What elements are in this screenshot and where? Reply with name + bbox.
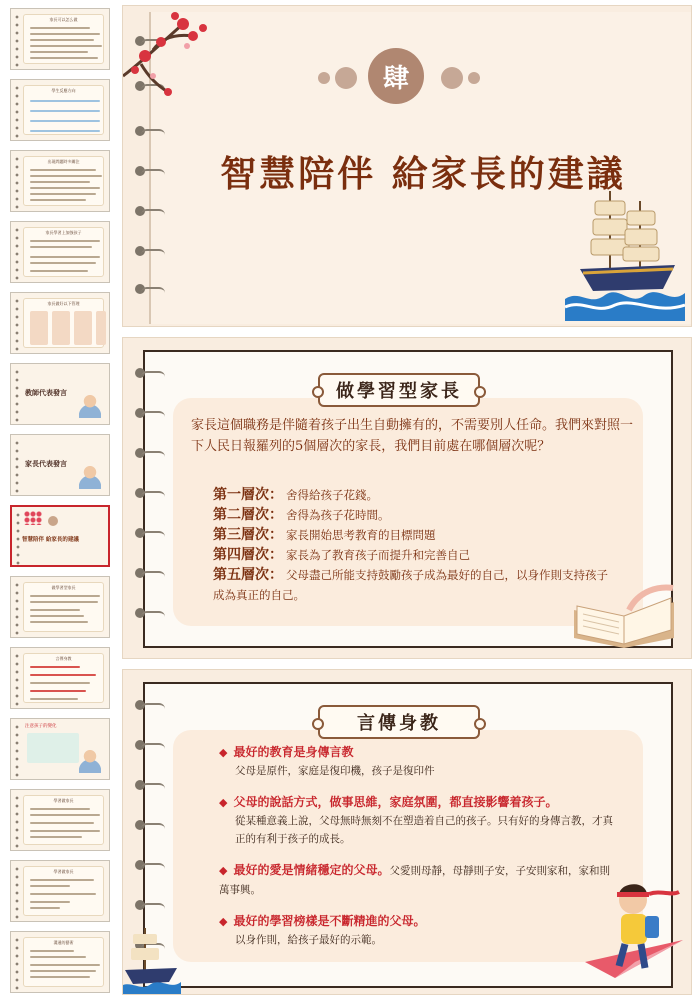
- decor-dot: [318, 72, 330, 84]
- thumbnail-13[interactable]: [10, 860, 110, 922]
- thumbnail-title: 智慧陪伴 給家長的建議: [22, 537, 79, 543]
- ring-binder-icon: [14, 439, 20, 493]
- slide-heading[interactable]: 言傳身教: [318, 705, 480, 739]
- bullet-item[interactable]: ◆ 最好的愛是情緒穩定的父母。父愛則母靜，母靜則子安，子安則家和，家和則萬事興。: [219, 863, 610, 896]
- plum-blossom-icon: [24, 511, 42, 525]
- thumbnail-title: 溝通的藝術: [53, 940, 74, 945]
- thumbnail-title: 出現問題時多關注: [47, 159, 80, 164]
- ring-binder-icon: [15, 511, 21, 565]
- thumbnail-4[interactable]: [10, 221, 110, 283]
- ring-binder-icon: [14, 794, 20, 848]
- thumbnail-3[interactable]: [10, 150, 110, 212]
- ring-icon: [135, 368, 165, 378]
- ring-binder-icon: [14, 581, 20, 635]
- thumbnail-12[interactable]: [10, 789, 110, 851]
- ring-binder-icon: [14, 723, 20, 777]
- ring-icon: [135, 900, 165, 910]
- ring-binder-icon: [14, 652, 20, 706]
- thumbnail-title: 學生反應方向: [51, 88, 76, 93]
- ring-icon: [135, 820, 165, 830]
- level-item[interactable]: 第一層次： 舍得給孩子花錢。: [213, 487, 378, 503]
- ring-binder-icon: [14, 297, 20, 351]
- ring-icon: [135, 448, 165, 458]
- ring-binder-icon: [14, 226, 20, 280]
- thumbnail-5[interactable]: [10, 292, 110, 354]
- ring-icon: [135, 860, 165, 870]
- decor-dot: [441, 67, 463, 89]
- slide-lead-by-example[interactable]: [122, 669, 692, 995]
- diamond-bullet-icon: ◆: [219, 796, 228, 809]
- ring-binder-icon: [14, 13, 20, 67]
- bullet-item[interactable]: ◆ 最好的教育是身傳言教 父母是原件，家庭是復印機，孩子是復印件: [219, 745, 435, 777]
- intro-paragraph[interactable]: 家長這個職務是伴隨着孩子出生自動擁有的，不需要別人任命。我們來對照一下人民日報羅列的5個層次的家長，我們目前處在哪個層次呢？: [191, 418, 634, 454]
- thumbnail-title: 家長可以怎么做: [49, 17, 78, 22]
- thumbnail-9[interactable]: [10, 576, 110, 638]
- parent-levels-list: [213, 485, 613, 605]
- slide-section-title[interactable]: [122, 5, 692, 327]
- ring-icon: [135, 700, 165, 710]
- sailing-ship-icon: [122, 924, 181, 994]
- thumbnail-2[interactable]: [10, 79, 110, 141]
- ring-icon: [135, 568, 165, 578]
- ring-binder-icon: [14, 368, 20, 422]
- diamond-bullet-icon: ◆: [219, 915, 228, 928]
- slide-thumbnail-panel: [0, 0, 118, 1000]
- bullet-list: [219, 743, 619, 962]
- level-item[interactable]: 第四層次： 家長為了教育孩子而提升和完善自己: [213, 547, 470, 563]
- ring-icon: [135, 740, 165, 750]
- ring-icon: [135, 284, 165, 294]
- section-badge-icon: [48, 516, 58, 526]
- section-number-badge: 肆: [368, 48, 424, 104]
- thumbnail-title: 家長代表發言: [25, 459, 67, 468]
- thumbnail-8-selected[interactable]: [10, 505, 110, 567]
- thumbnail-6[interactable]: [10, 363, 110, 425]
- slide-heading[interactable]: 做學習型家長: [318, 373, 480, 407]
- ring-icon: [135, 206, 165, 216]
- ring-binder-icon: [14, 865, 20, 919]
- ring-icon: [135, 166, 165, 176]
- ring-binder-icon: [14, 84, 20, 138]
- thumbnail-title: 注意孩子的變化: [25, 724, 57, 729]
- family-figure-icon: [79, 465, 101, 489]
- level-item[interactable]: 第五層次： 父母盡己所能支持鼓勵孩子成為最好的自己，以身作則支持孩子成為真正的自己。: [213, 567, 608, 602]
- thumbnail-11[interactable]: [10, 718, 110, 780]
- teacher-figure-icon: [79, 394, 101, 418]
- thumbnail-14[interactable]: [10, 931, 110, 993]
- level-item[interactable]: 第三層次： 家長開始思考教育的目標問題: [213, 527, 436, 543]
- thumbnail-title: 學習做家長: [53, 869, 74, 874]
- ring-icon: [135, 246, 165, 256]
- bullet-item[interactable]: ◆ 最好的學習榜樣是不斷精進的父母。 以身作則，給孩子最好的示範。: [219, 914, 426, 946]
- ring-binder-icon: [14, 155, 20, 209]
- section-title[interactable]: 智慧陪伴 給家長的建議: [220, 153, 626, 195]
- student-on-paper-plane-icon: [575, 870, 685, 990]
- diamond-bullet-icon: ◆: [219, 864, 228, 877]
- ring-binder-icon: [14, 936, 20, 990]
- ring-icon: [135, 408, 165, 418]
- ring-icon: [135, 608, 165, 618]
- thumbnail-1[interactable]: [10, 8, 110, 70]
- bullet-item[interactable]: ◆ 父母的說話方式，做事思維，家庭氛圍，都直接影響着孩子。 從某種意義上說，父母無時無刻不在塑造着自己的孩子。只有好的身傳言教，才真正的有利于孩子的成長。: [219, 795, 613, 845]
- family-figure-icon: [79, 749, 101, 773]
- thumbnail-title: 家長做好以下管理: [47, 301, 80, 306]
- slide-learning-parents[interactable]: [122, 337, 692, 659]
- diamond-bullet-icon: ◆: [219, 746, 228, 759]
- thumbnail-7[interactable]: [10, 434, 110, 496]
- ring-icon: [135, 528, 165, 538]
- plum-blossom-branch-icon: [123, 6, 223, 96]
- thumbnail-title: 做學習型家長: [51, 585, 76, 590]
- thumbnail-10[interactable]: [10, 647, 110, 709]
- thumbnail-title: 家長學習上加強孩子: [45, 230, 82, 235]
- ring-icon: [135, 488, 165, 498]
- thumbnail-title: 言傳身教: [55, 656, 72, 661]
- decor-dot: [335, 67, 357, 89]
- thumbnail-title: 教師代表發言: [25, 388, 67, 397]
- open-book-icon: [569, 580, 679, 650]
- ring-icon: [135, 126, 165, 136]
- ring-icon: [135, 780, 165, 790]
- level-item[interactable]: 第二層次： 舍得為孩子花時間。: [213, 507, 390, 523]
- sailing-ship-icon: [565, 181, 685, 321]
- thumbnail-title: 學習做家長: [53, 798, 74, 803]
- decor-dot: [468, 72, 480, 84]
